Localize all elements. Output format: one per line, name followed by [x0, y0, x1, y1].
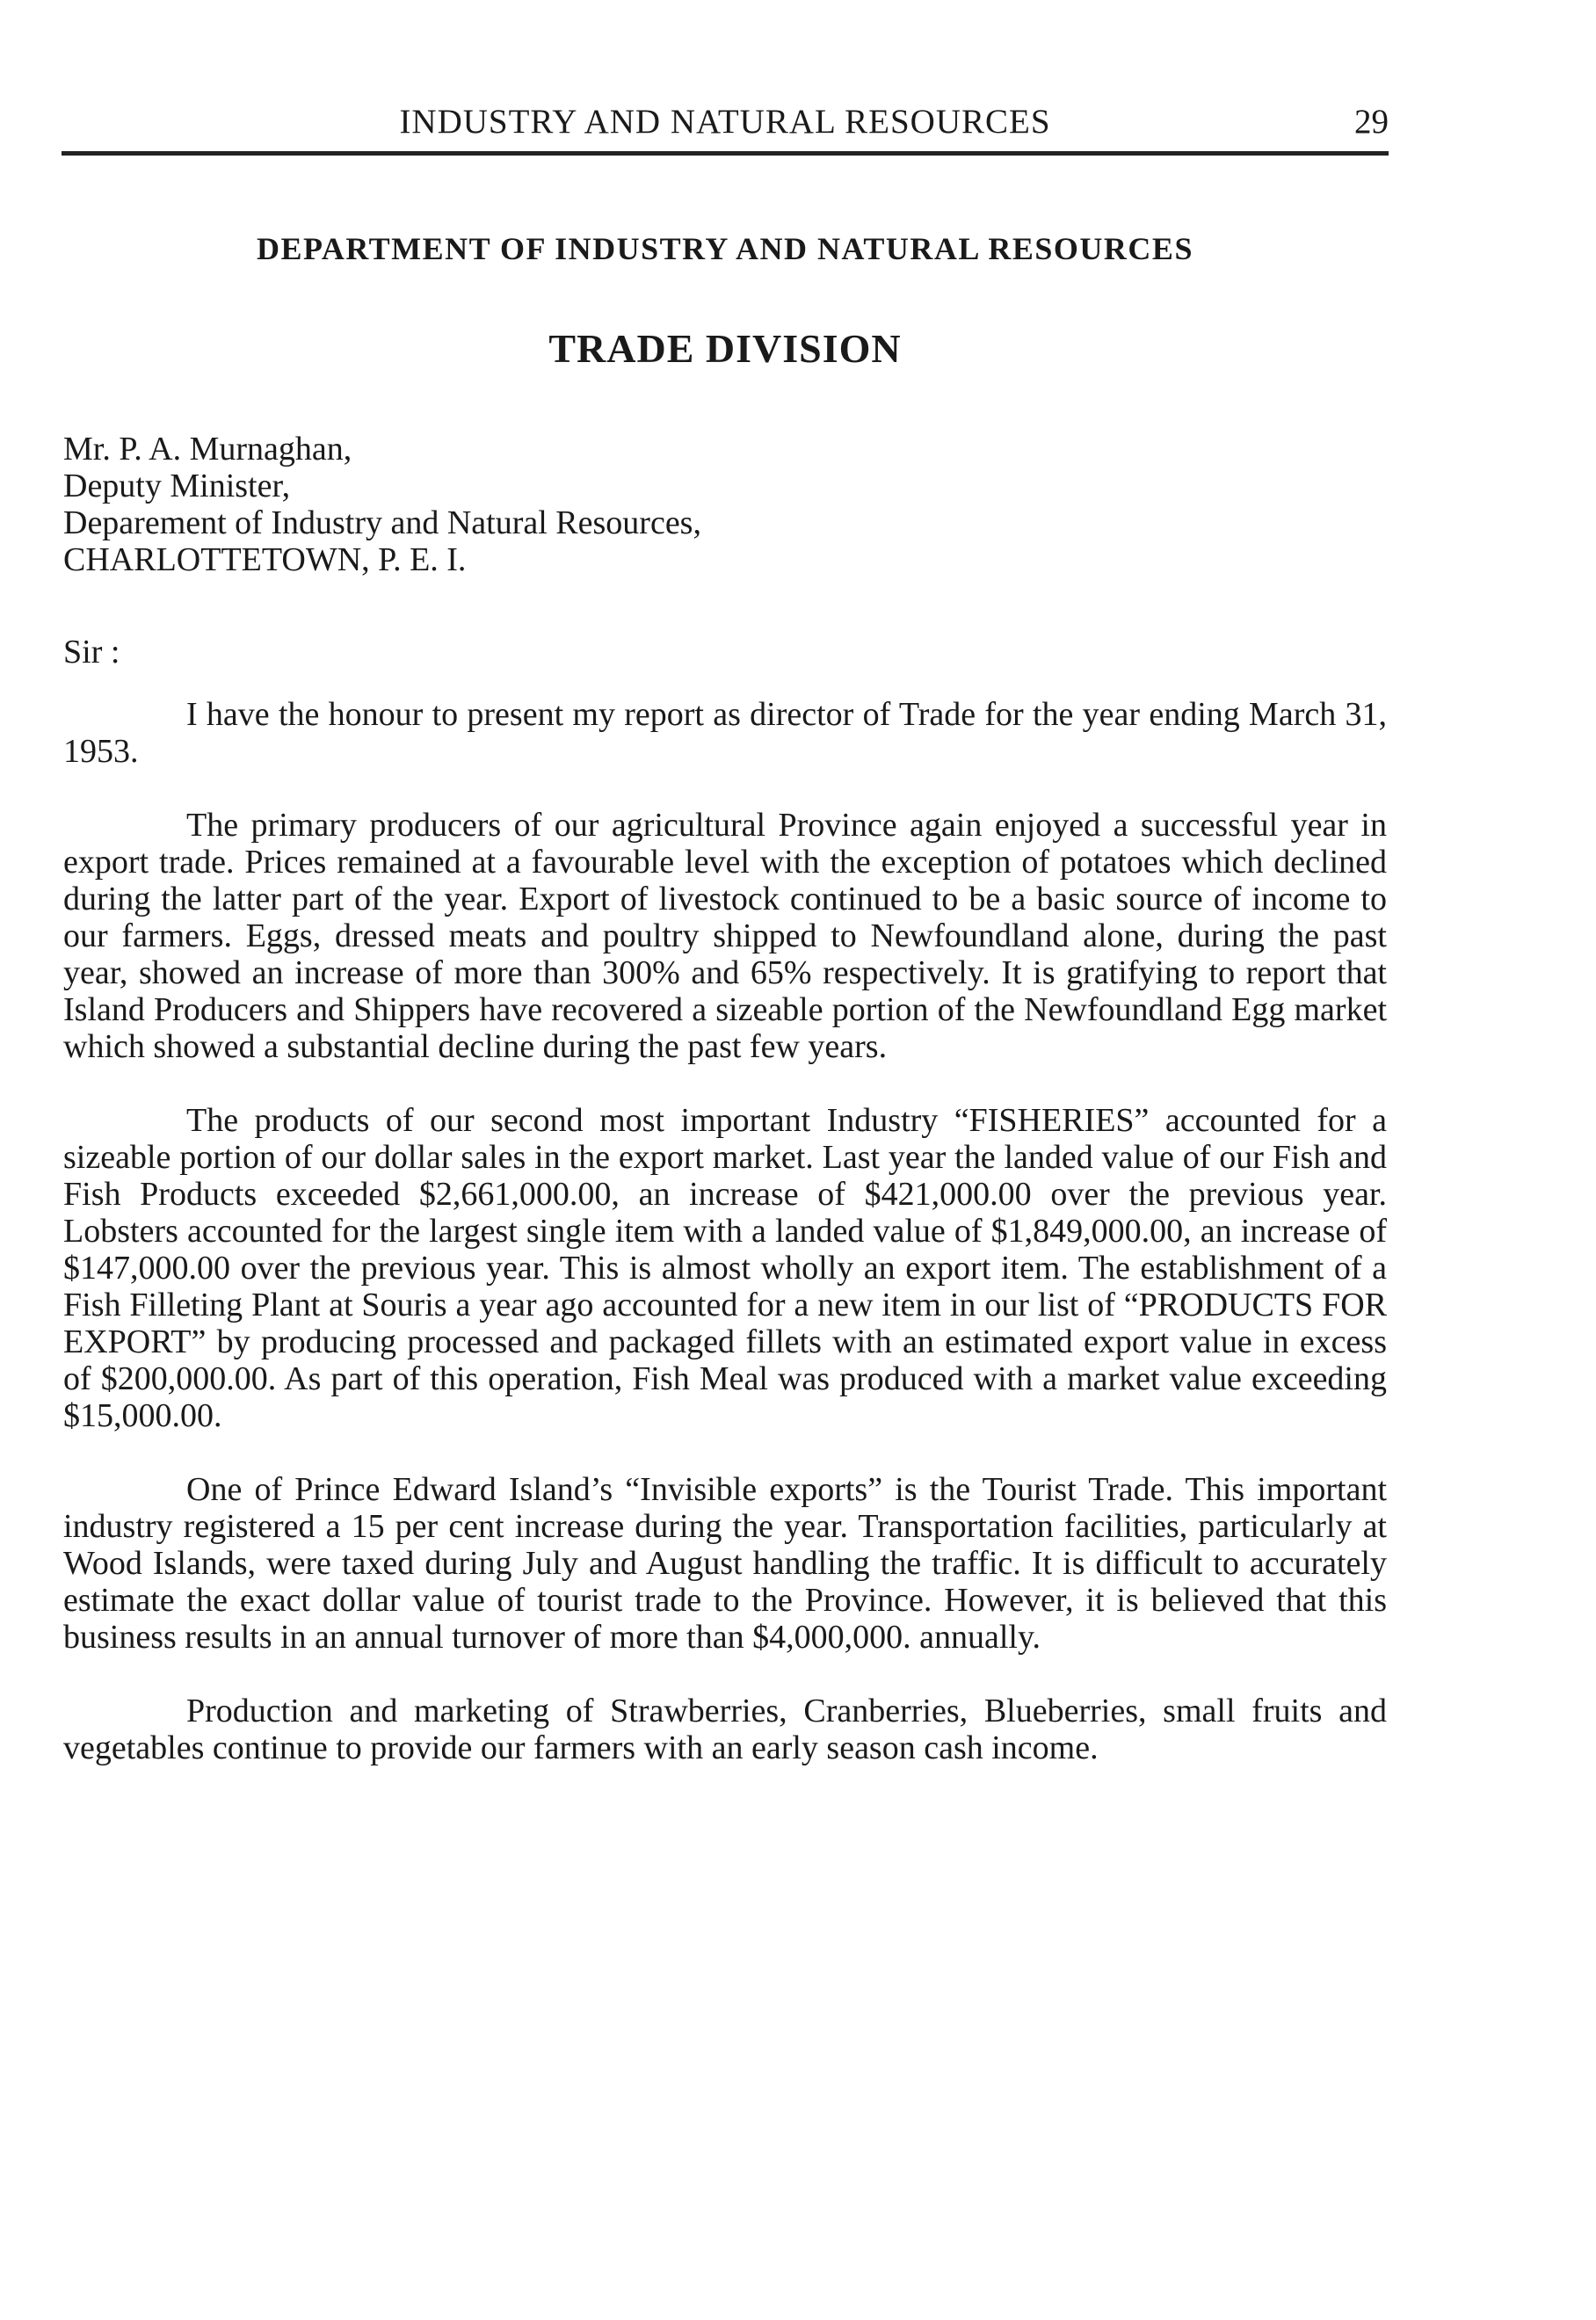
running-title: INDUSTRY AND NATURAL RESOURCES — [399, 103, 1051, 141]
header-rule — [62, 151, 1389, 156]
running-header — [62, 95, 1389, 149]
address-line: CHARLOTTETOWN, P. E. I. — [63, 541, 467, 578]
report-body — [63, 696, 1387, 1803]
page-number: 29 — [1354, 103, 1389, 141]
salutation: Sir : — [63, 634, 120, 671]
paragraph-introduction: I have the honour to present my report as director of Trade for the year ending March 31, 1953. — [63, 696, 1387, 770]
department-heading: DEPARTMENT OF INDUSTRY AND NATURAL RESOURCES — [257, 231, 1193, 266]
paragraph-fisheries: The products of our second most important Industry “FISHERIES” accounted for a sizeable portion of our dollar sales in the export market. Last year the landed value of our Fish and Fish Products exceeded $2,661,000.00, an increase of $421,000.00 over the previous year. Lobsters accounted for the largest single item with a landed value of $1,849,000.00, an increase of $147,000.00 over the previous year. This is almost wholly an export item. The establishment of a Fish Filleting Plant at Souris a year ago accounted for a new item in our list of “PRODUCTS FOR EXPORT” by producing processed and packaged fillets with an estimated export value in excess of $200,000.00. As part of this operation, Fish Meal was produced with a market value exceeding $15,000.00. — [63, 1102, 1387, 1434]
division-heading: TRADE DIVISION — [548, 326, 902, 371]
paragraph-small-fruits: Production and marketing of Strawberries, Cranberries, Blueberries, small fruits and vegetables continue to provide our farmers with an early season cash income. — [63, 1693, 1387, 1766]
paragraph-agriculture: The primary producers of our agricultural Province again enjoyed a successful year in export trade. Prices remained at a favourable level with the exception of potatoes which declined during the latter part of the year. Export of livestock continued to be a basic source of income to our farmers. Eggs, dressed meats and poultry shipped to Newfoundland alone, during the past year, showed an increase of more than 300% and 65% respectively. It is gratifying to report that Island Producers and Shippers have recovered a sizeable portion of the Newfoundland Egg market which showed a substantial decline during the past few years. — [63, 807, 1387, 1065]
address-line: Deputy Minister, — [63, 468, 291, 504]
address-line: Deparement of Industry and Natural Resources, — [63, 504, 701, 541]
recipient-address — [63, 431, 701, 578]
address-line: Mr. P. A. Murnaghan, — [63, 431, 352, 468]
paragraph-tourism: One of Prince Edward Island’s “Invisible exports” is the Tourist Trade. This important industry registered a 15 per cent increase during the year. Transportation facilities, particularly at Wood Islands, were taxed during July and August handling the traffic. It is difficult to accurately estimate the exact dollar value of tourist trade to the Province. However, it is believed that this business results in an annual turnover of more than $4,000,000. annually. — [63, 1471, 1387, 1656]
